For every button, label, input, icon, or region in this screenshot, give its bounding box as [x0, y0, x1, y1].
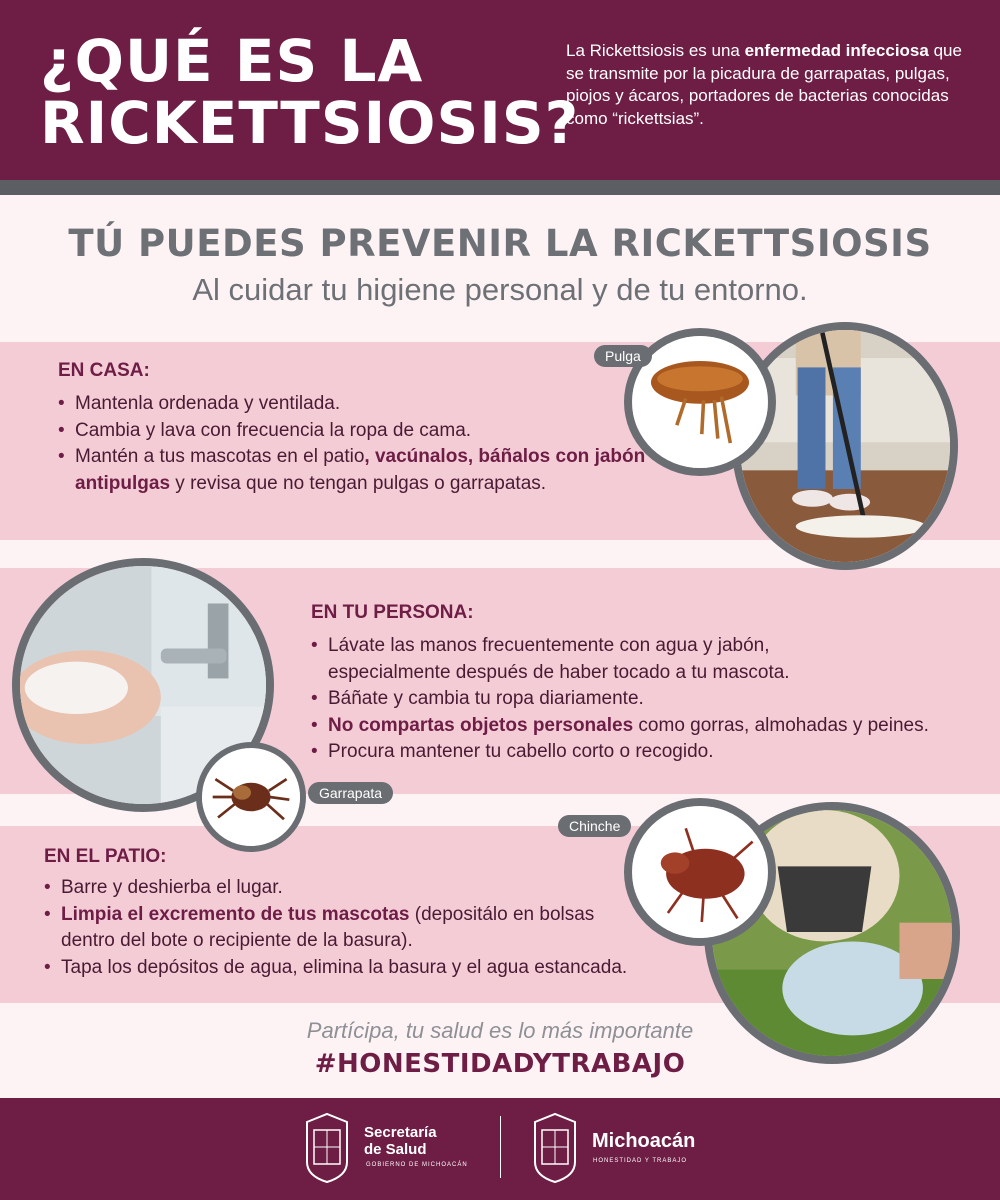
list-item: • Mantén a tus mascotas en el patio, vacúnalos, báñalos con jabón antipulgas y revisa que no tengan pulgas o garrapatas.	[58, 444, 678, 497]
list-casa	[58, 391, 678, 497]
prevention-subtitle: Al cuidar tu higiene personal y de tu entorno.	[192, 272, 808, 307]
page-title	[40, 27, 580, 157]
list-item: • Limpia el excremento de tus mascotas (depositálo en bolsas dentro del bote o recipiente de la basura).	[44, 902, 604, 955]
header-description: La Rickettsiosis es una enfermedad infecciosa que se transmite por la picadura de garrapatas, pulgas, piojos y ácaros, portadores de bacterias conocidas como “rickettsias”.	[566, 41, 962, 128]
list-item: • Barre y deshierba el lugar.	[44, 875, 694, 902]
header-banner	[0, 0, 1000, 180]
section-title-casa: EN CASA:	[58, 360, 150, 381]
prevention-title: TÚ PUEDES PREVENIR LA RICKETTSIOSIS	[68, 222, 932, 265]
list-item: • Procura mantener tu cabello corto o recogido.	[311, 739, 991, 766]
section-title-persona: EN TU PERSONA:	[311, 602, 474, 623]
tick-photo	[196, 742, 306, 852]
list-item: • Mantenla ordenada y ventilada.	[58, 391, 678, 418]
salud-shield-icon	[304, 1112, 350, 1184]
michoacan-logo-text: Michoacán	[592, 1130, 696, 1152]
list-item: • No compartas objetos personales como gorras, almohadas y peines.	[311, 713, 991, 740]
list-item: • Lávate las manos frecuentemente con agua y jabón, especialmente después de haber tocado a tu mascota.	[311, 633, 841, 686]
mop-photo	[732, 322, 958, 570]
michoacan-shield-icon	[532, 1112, 578, 1184]
list-item: • Tapa los depósitos de agua, elimina la basura y el agua estancada.	[44, 955, 694, 982]
footer-tagline: Partícipa, tu salud es lo más importante	[306, 1018, 694, 1043]
title-line-1: ¿QUÉ ES LA	[40, 27, 424, 95]
michoacan-logo-subtext: HONESTIDAD Y TRABAJO	[593, 1158, 688, 1164]
logos-bar	[0, 1098, 1000, 1200]
divider-bar	[0, 180, 1000, 195]
label-pulga: Pulga	[594, 345, 652, 367]
list-patio	[44, 875, 694, 981]
list-item: • Báñate y cambia tu ropa diariamente.	[311, 686, 991, 713]
list-item: • Cambia y lava con frecuencia la ropa de cama.	[58, 418, 678, 445]
salud-logo-text: Secretaría de Salud	[364, 1124, 437, 1158]
list-persona	[311, 633, 991, 766]
footer-hashtag: #HONESTIDADYTRABAJO	[314, 1049, 686, 1079]
bedbug-photo	[624, 798, 776, 946]
label-garrapata: Garrapata	[308, 782, 393, 804]
label-chinche: Chinche	[558, 815, 631, 837]
section-title-patio: EN EL PATIO:	[44, 846, 167, 867]
title-line-2: RICKETTSIOSIS?	[40, 89, 580, 157]
salud-logo-subtext: GOBIERNO DE MICHOACÁN	[366, 1162, 468, 1168]
logo-divider	[500, 1116, 501, 1178]
